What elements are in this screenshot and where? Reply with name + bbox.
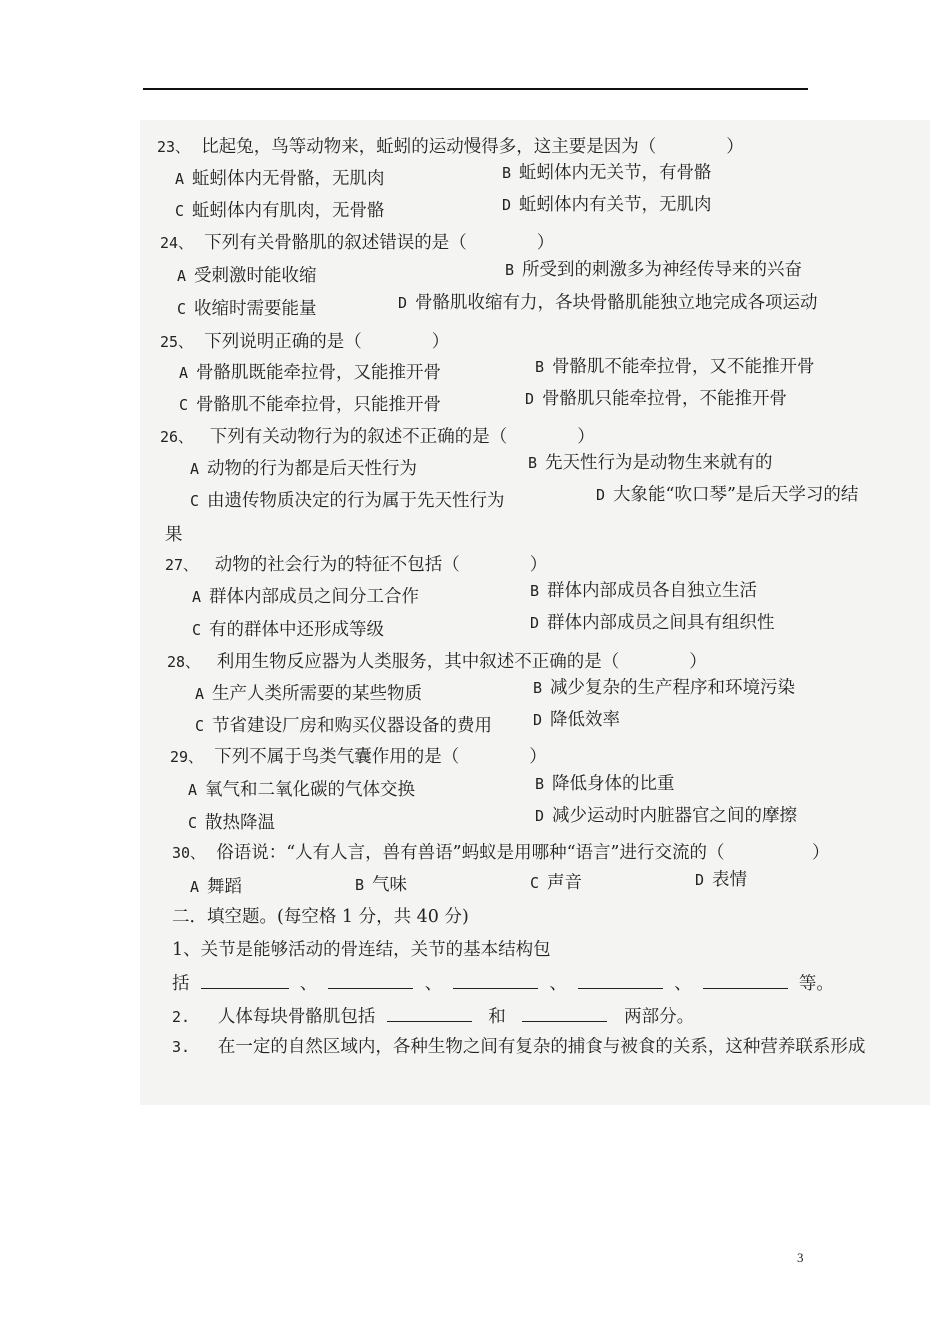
option-c: C 蚯蚓体内有肌肉，无骨骼 bbox=[175, 201, 385, 221]
option-a: A 生产人类所需要的某些物质 bbox=[195, 684, 423, 704]
option-c: C 节省建设厂房和购买仪器设备的费用 bbox=[195, 716, 493, 736]
fill-question-1: 1、关节是能够活动的骨连结，关节的基本结构包 bbox=[172, 940, 551, 960]
option-c: C 由遗传物质决定的行为属于先天性行为 bbox=[190, 491, 505, 511]
question-stem: 25、 下列说明正确的是（ ） bbox=[160, 332, 450, 352]
option-b: B 降低身体的比重 bbox=[535, 774, 675, 794]
option-a: A 蚯蚓体内无骨骼，无肌肉 bbox=[175, 169, 385, 189]
option-d: D 骨骼肌只能牵拉骨，不能推开骨 bbox=[525, 389, 788, 409]
header-rule bbox=[143, 88, 808, 90]
option-c: C 收缩时需要能量 bbox=[177, 299, 317, 319]
answer-blank[interactable] bbox=[328, 972, 413, 989]
option-d-continuation: 果 bbox=[165, 525, 183, 545]
option-b: B 减少复杂的生产程序和环境污染 bbox=[533, 678, 796, 698]
option-a: A 氧气和二氧化碳的气体交换 bbox=[188, 780, 416, 800]
option-b: B 骨骼肌不能牵拉骨，又不能推开骨 bbox=[535, 357, 815, 377]
option-d: D 骨骼肌收缩有力，各块骨骼肌能独立地完成各项运动 bbox=[398, 293, 818, 313]
answer-blank[interactable] bbox=[453, 972, 538, 989]
option-a: A 骨骼肌既能牵拉骨，又能推开骨 bbox=[179, 363, 442, 383]
question-stem: 23、 比起兔，鸟等动物来，蚯蚓的运动慢得多，这主要是因为（ ） bbox=[157, 137, 744, 157]
fill-question-1-blanks: 括 、 、 、 、 等。 bbox=[172, 974, 834, 994]
option-a: A 受刺激时能收缩 bbox=[177, 266, 317, 286]
option-c: C 有的群体中还形成等级 bbox=[192, 620, 385, 640]
option-b: B 所受到的刺激多为神经传导来的兴奋 bbox=[505, 260, 803, 280]
option-d: D 大象能“吹口琴”是后天学习的结 bbox=[596, 485, 859, 505]
page-number: 3 bbox=[797, 1250, 804, 1265]
option-c: C 骨骼肌不能牵拉骨，只能推开骨 bbox=[179, 395, 442, 415]
answer-blank[interactable] bbox=[578, 972, 663, 989]
question-stem: 30、 俗语说：“人有人言，兽有兽语”蚂蚁是用哪种“语言”进行交流的（ ） bbox=[172, 843, 830, 863]
fill-question-2: 2. 人体每块骨骼肌包括 和 两部分。 bbox=[172, 1007, 695, 1027]
option-a: A 舞蹈 bbox=[190, 877, 243, 897]
question-stem: 29、 下列不属于鸟类气囊作用的是（ ） bbox=[170, 747, 547, 767]
question-stem: 28、 利用生物反应器为人类服务，其中叙述不正确的是（ ） bbox=[167, 652, 707, 672]
answer-blank[interactable] bbox=[703, 972, 788, 989]
option-d: D 表情 bbox=[695, 870, 748, 890]
option-d: D 降低效率 bbox=[533, 710, 621, 730]
question-stem: 24、 下列有关骨骼肌的叙述错误的是（ ） bbox=[160, 233, 555, 253]
option-b: B 气味 bbox=[355, 875, 408, 895]
option-d: D 群体内部成员之间具有组织性 bbox=[530, 613, 775, 633]
option-a: A 动物的行为都是后天性行为 bbox=[190, 459, 418, 479]
question-stem: 27、 动物的社会行为的特征不包括（ ） bbox=[165, 555, 548, 575]
option-c: C 声音 bbox=[530, 873, 583, 893]
answer-blank[interactable] bbox=[201, 972, 289, 989]
option-b: B 先天性行为是动物生来就有的 bbox=[528, 453, 773, 473]
question-stem: 26、 下列有关动物行为的叙述不正确的是（ ） bbox=[160, 427, 595, 447]
answer-blank[interactable] bbox=[387, 1005, 472, 1022]
option-c: C 散热降温 bbox=[188, 813, 276, 833]
option-a: A 群体内部成员之间分工合作 bbox=[192, 587, 420, 607]
option-d: D 减少运动时内脏器官之间的摩擦 bbox=[535, 806, 798, 826]
option-b: B 蚯蚓体内无关节，有骨骼 bbox=[502, 163, 712, 183]
answer-blank[interactable] bbox=[522, 1005, 607, 1022]
option-d: D 蚯蚓体内有关节，无肌肉 bbox=[502, 195, 712, 215]
option-b: B 群体内部成员各自独立生活 bbox=[530, 581, 758, 601]
fill-question-3: 3. 在一定的自然区域内，各种生物之间有复杂的捕食与被食的关系，这种营养联系形成 bbox=[172, 1037, 866, 1057]
section-heading: 二．填空题。(每空格 1 分，共 40 分) bbox=[172, 907, 469, 927]
